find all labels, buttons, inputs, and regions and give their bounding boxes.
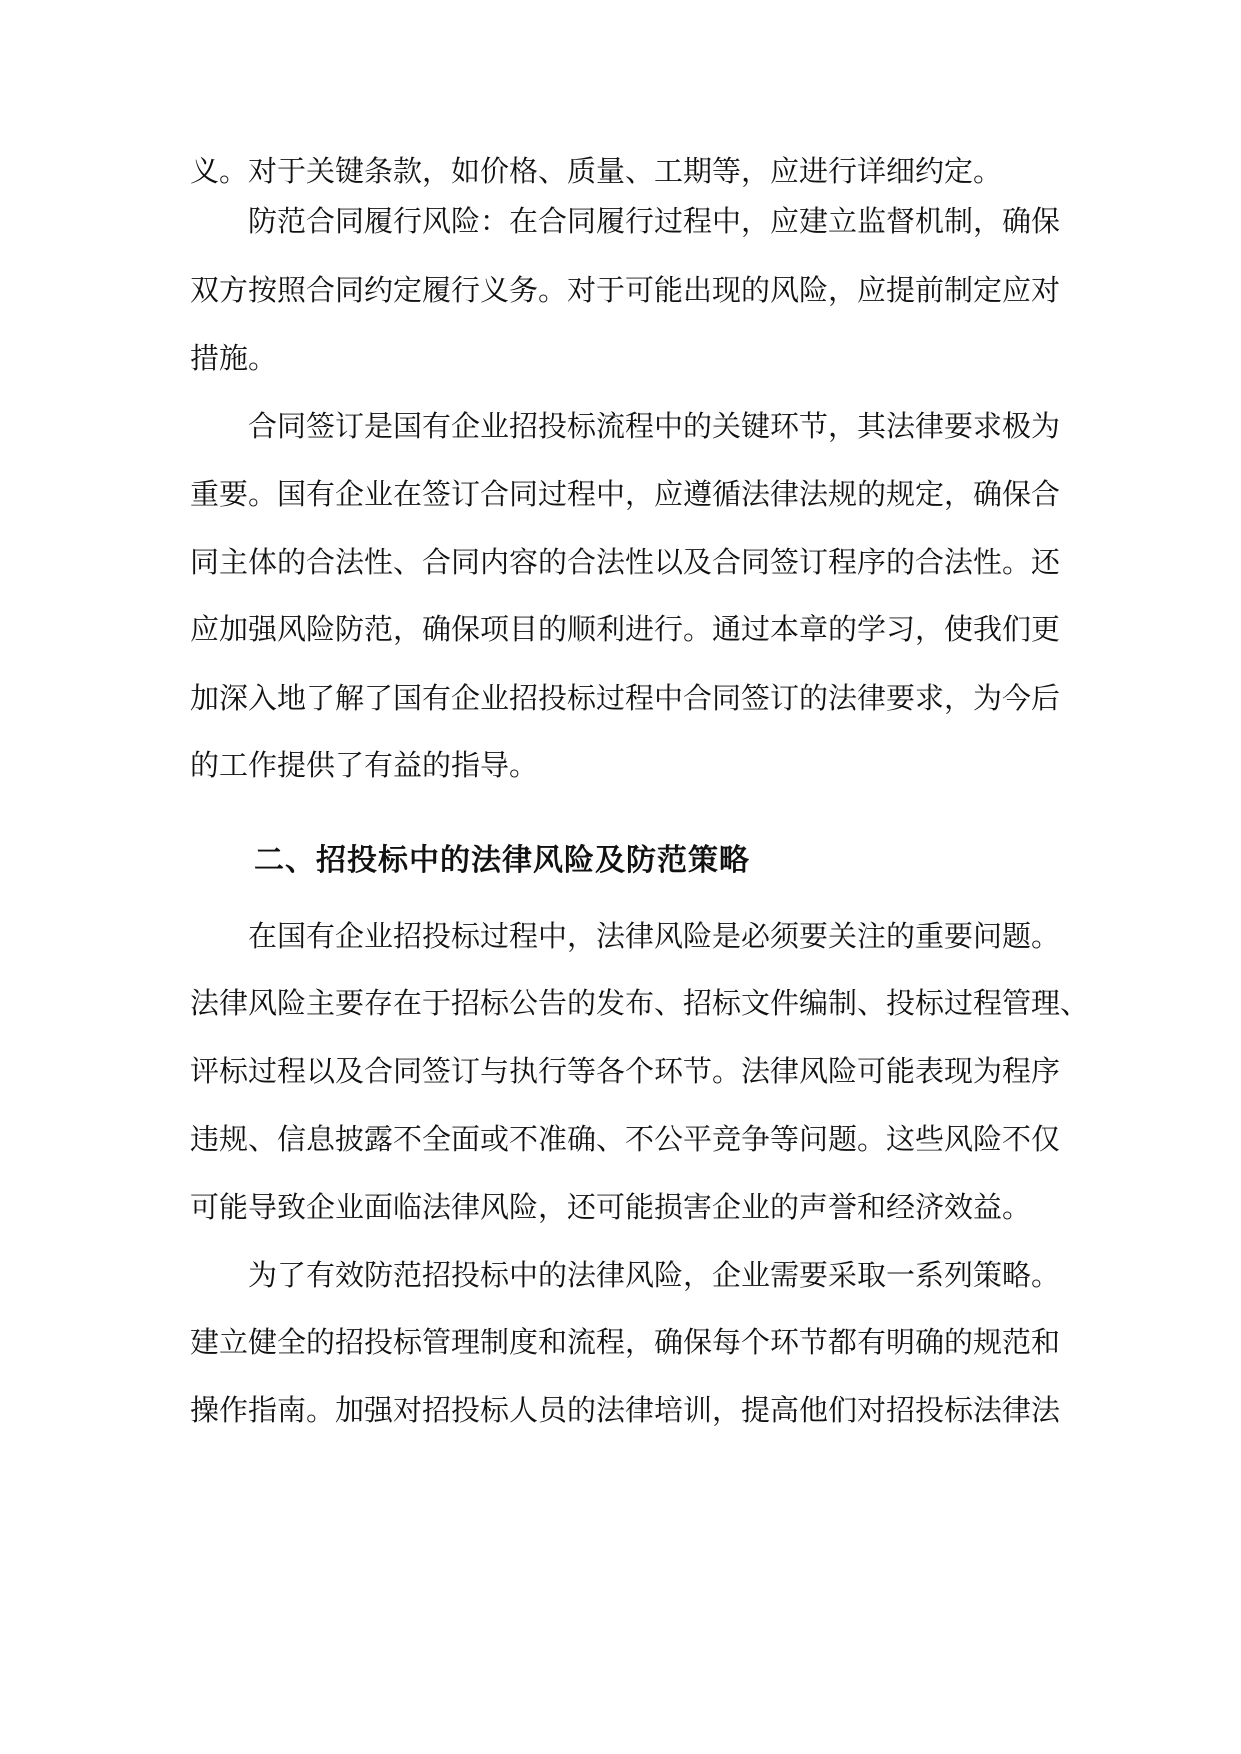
paragraph-line	[0, 1390, 1241, 1430]
line-text: 法律风险主要存在于招标公告的发布、招标文件编制、投标过程管理、	[190, 986, 1090, 1020]
paragraph-line	[0, 270, 1241, 310]
section-heading	[0, 841, 1241, 881]
line-text: 建立健全的招投标管理制度和流程，确保每个环节都有明确的规范和	[190, 1325, 1061, 1359]
paragraph-line	[0, 338, 1241, 378]
paragraph-line	[0, 406, 1241, 446]
paragraph-line	[0, 474, 1241, 514]
line-text: 违规、信息披露不全面或不准确、不公平竞争等问题。这些风险不仅	[190, 1122, 1061, 1156]
line-text: 双方按照合同约定履行义务。对于可能出现的风险，应提前制定应对	[190, 273, 1061, 307]
line-text: 合同签订是国有企业招投标流程中的关键环节，其法律要求极为	[248, 409, 1061, 443]
line-text: 措施。	[190, 341, 278, 375]
paragraph-line	[0, 542, 1241, 582]
paragraph-line	[0, 1255, 1241, 1295]
paragraph-line	[0, 1322, 1241, 1362]
line-text: 评标过程以及合同签订与执行等各个环节。法律风险可能表现为程序	[190, 1054, 1061, 1088]
line-text: 在国有企业招投标过程中，法律风险是必须要关注的重要问题。	[248, 919, 1061, 953]
paragraph-line	[0, 983, 1241, 1023]
section-heading-text: 二、招投标中的法律风险及防范策略	[254, 843, 750, 878]
paragraph-line	[0, 916, 1241, 956]
line-text: 加深入地了解了国有企业招投标过程中合同签订的法律要求，为今后	[190, 681, 1061, 715]
paragraph-line	[0, 1119, 1241, 1159]
line-text: 同主体的合法性、合同内容的合法性以及合同签订程序的合法性。还	[190, 545, 1061, 579]
line-text: 应加强风险防范，确保项目的顺利进行。通过本章的学习，使我们更	[190, 612, 1061, 646]
line-text: 重要。国有企业在签订合同过程中，应遵循法律法规的规定，确保合	[190, 477, 1061, 511]
paragraph-line	[0, 1051, 1241, 1091]
line-text: 操作指南。加强对招投标人员的法律培训，提高他们对招投标法律法	[190, 1393, 1061, 1427]
line-text: 可能导致企业面临法律风险，还可能损害企业的声誉和经济效益。	[190, 1190, 1032, 1224]
line-text: 为了有效防范招投标中的法律风险，企业需要采取一系列策略。	[248, 1258, 1061, 1292]
paragraph-line	[0, 745, 1241, 785]
paragraph-line	[0, 151, 1241, 191]
line-text: 义。对于关键条款，如价格、质量、工期等，应进行详细约定。	[190, 154, 1003, 188]
paragraph-line	[0, 201, 1241, 241]
line-text: 的工作提供了有益的指导。	[190, 748, 539, 782]
line-text: 防范合同履行风险：在合同履行过程中，应建立监督机制，确保	[248, 204, 1061, 238]
paragraph-line	[0, 609, 1241, 649]
paragraph-line	[0, 1187, 1241, 1227]
paragraph-line	[0, 678, 1241, 718]
